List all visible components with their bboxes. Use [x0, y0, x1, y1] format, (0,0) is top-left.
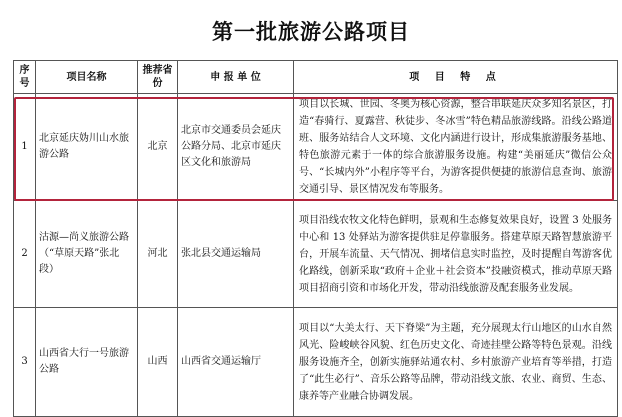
table-row	[14, 201, 618, 308]
row-unit: 山西省交通运输厅	[178, 308, 294, 417]
header-seq: 序号	[14, 61, 36, 94]
table-row	[14, 94, 618, 201]
row-unit: 北京市交通委员会延庆公路分局、北京市延庆区文化和旅游局	[178, 94, 294, 201]
row-seq: 3	[14, 308, 36, 417]
row-name: 沽源—尚义旅游公路（“草原天路”张北段）	[36, 201, 138, 308]
row-features: 项目以长城、世园、冬奥为核心资源，整合串联延庆众多知名景区，打造“春骑行、夏露营、秋徒步、冬冰雪”特色精品旅游线路。沿线公路道班、服务站结合人文环境、文化内涵进行设计，形成集旅游服务基地、特色旅游元素于一体的综合旅游服务设施。构建“美丽延庆”微信公众号、“长城内外”小程序等平台，为游客提供便捷的旅游信息查询、旅游交通引导、景区情况发布等服务。	[294, 94, 618, 201]
page-title: 第一批旅游公路项目	[212, 19, 410, 44]
row-features: 项目沿线农牧文化特色鲜明，景观和生态修复效果良好，设置 3 处服务中心和 13 处驿站为游客提供驻足停靠服务。搭建草原天路智慧旅游平台，开展车流量、天气情况、拥堵信息实时监控，及时提醒自驾游客优化路线，创新采取“政府＋企业＋社会资本”投融资模式，推动草原天路项目招商引资和市场化开发，带动沿线旅游及配套服务业发展。	[294, 201, 618, 308]
row-unit: 张北县交通运输局	[178, 201, 294, 308]
header-unit: 申 报 单 位	[178, 61, 294, 94]
row-province: 北京	[138, 94, 178, 201]
header-features: 项 目 特 点	[294, 61, 618, 94]
row-seq: 2	[14, 201, 36, 308]
row-province: 河北	[138, 201, 178, 308]
header-name: 项目名称	[36, 61, 138, 94]
row-features: 项目以“大美太行、天下脊梁”为主题，充分展现太行山地区的山水自然风光、险峻峡谷风貌、红色历史文化、奇迹挂壁公路等特色景观。沿线服务设施齐全，创新实施驿站通农村、乡村旅游产业培育等举措，打造了“此生必行”、音乐公路等品牌，带动沿线文旅、农业、商贸、生态、康养等产业融合协调发展。	[294, 308, 618, 417]
table-header-row	[14, 61, 618, 94]
header-province: 推荐省份	[138, 61, 178, 94]
projects-table	[13, 60, 618, 417]
row-name: 北京延庆妫川山水旅游公路	[36, 94, 138, 201]
row-province: 山西	[138, 308, 178, 417]
row-seq: 1	[14, 94, 36, 201]
row-name: 山西省大行一号旅游公路	[36, 308, 138, 417]
table-row	[14, 308, 618, 417]
